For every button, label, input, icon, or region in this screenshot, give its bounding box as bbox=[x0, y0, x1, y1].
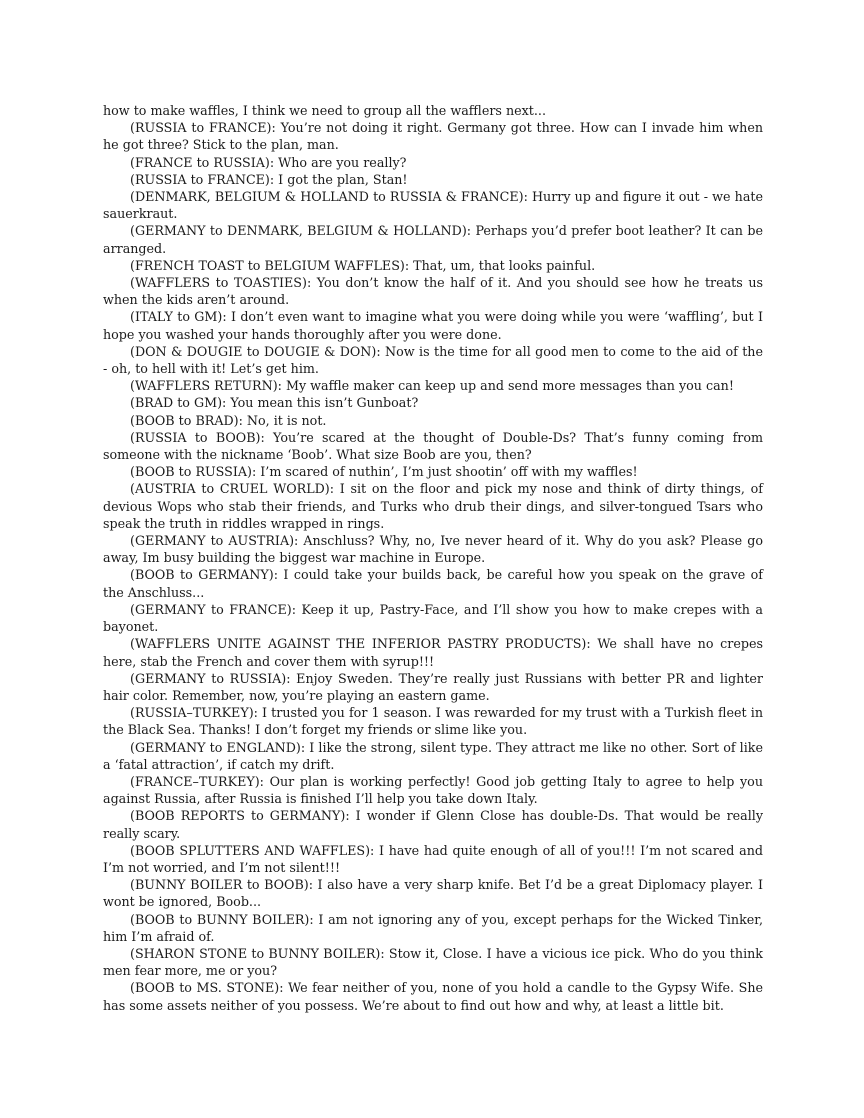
paragraph: (BOOB REPORTS to GERMANY): I wonder if Glenn Close has double-Ds. That would be really really scary. bbox=[103, 808, 763, 841]
paragraph: (FRENCH TOAST to BELGIUM WAFFLES): That, um, that looks painful. bbox=[130, 257, 596, 273]
paragraph: (GERMANY to FRANCE): Keep it up, Pastry-Face, and I’ll show you how to make crepes with a bayonet. bbox=[103, 601, 763, 635]
paragraph: (BOOB to RUSSIA): I’m scared of nuthin’, I’m just shootin’ off with my waffles! bbox=[130, 464, 638, 480]
paragraph: (GERMANY to RUSSIA): Enjoy Sweden. They’re really just Russians with better PR and lighter hair color. Remember, now, you’re playing an eastern game. bbox=[103, 670, 763, 703]
paragraph: (BOOB to BUNNY BOILER): I am not ignoring any of you, except perhaps for the Wicked Tinker, him I’m afraid of. bbox=[103, 911, 763, 944]
paragraph: (FRANCE to RUSSIA): Who are you really? bbox=[130, 154, 407, 170]
paragraph: (AUSTRIA to CRUEL WORLD): I sit on the floor and pick my nose and think of dirty things, of devious Wops who stab their friends, and Turks who drub their dings, and silver-tongued Tsars who speak the truth in riddles wrapped in rings. bbox=[103, 481, 763, 531]
paragraph: (WAFFLERS to TOASTIES): You don’t know the half of it. And you should see how he treats us when the kids aren’t around. bbox=[103, 275, 763, 308]
paragraph: (BOOB to GERMANY): I could take your builds back, be careful how you speak on the grave of the Anschluss... bbox=[103, 567, 763, 600]
paragraph: (BRAD to GM): You mean this isn’t Gunboat? bbox=[130, 395, 419, 411]
document-body bbox=[103, 102, 763, 1014]
paragraph: (BUNNY BOILER to BOOB): I also have a very sharp knife. Bet I’d be a great Diplomacy player. I wont be ignored, Boob... bbox=[103, 877, 763, 910]
paragraph: how to make waffles, I think we need to group all the wafflers next... bbox=[103, 103, 546, 118]
paragraph: (RUSSIA to BOOB): You’re scared at the thought of Double-Ds? That’s funny coming from someone with the nickname ‘Boob’. What size Boob are you, then? bbox=[103, 429, 763, 463]
paragraph: (GERMANY to DENMARK, BELGIUM & HOLLAND): Perhaps you’d prefer boot leather? It can be arranged. bbox=[103, 223, 763, 256]
paragraph: (RUSSIA to FRANCE): I got the plan, Stan! bbox=[130, 171, 408, 187]
paragraph: (DON & DOUGIE to DOUGIE & DON): Now is the time for all good men to come to the aid of the - oh, to hell with it! Let’s get him. bbox=[103, 343, 763, 377]
paragraph: (SHARON STONE to BUNNY BOILER): Stow it, Close. I have a vicious ice pick. Who do you think men fear more, me or you? bbox=[103, 945, 763, 979]
paragraph: (BOOB to MS. STONE): We fear neither of you, none of you hold a candle to the Gypsy Wife. She has some assets neither of you possess. We’re about to find out how and why, at least a little bit. bbox=[103, 980, 763, 1013]
paragraph: (GERMANY to ENGLAND): I like the strong, silent type. They attract me like no other. Sort of like a ‘fatal attraction’, if catch my drift. bbox=[103, 739, 763, 772]
paragraph: (BOOB to BRAD): No, it is not. bbox=[130, 412, 327, 428]
paragraph: (RUSSIA–TURKEY): I trusted you for 1 season. I was rewarded for my trust with a Turkish fleet in the Black Sea. Thanks! I don’t forget my friends or slime like you. bbox=[103, 705, 763, 738]
paragraph: (FRANCE–TURKEY): Our plan is working perfectly! Good job getting Italy to agree to help you against Russia, after Russia is finished I’ll help you take down Italy. bbox=[103, 773, 763, 807]
paragraph: (ITALY to GM): I don’t even want to imagine what you were doing while you were ‘waffling’, but I hope you washed your hands thoroughly after you were done. bbox=[103, 309, 763, 342]
paragraph: (WAFFLERS RETURN): My waffle maker can keep up and send more messages than you can! bbox=[130, 378, 734, 394]
paragraph: (RUSSIA to FRANCE): You’re not doing it right. Germany got three. How can I invade him when he got three? Stick to the plan, man. bbox=[103, 120, 763, 153]
paragraph: (BOOB SPLUTTERS AND WAFFLES): I have had quite enough of all of you!!! I’m not scared and I’m not worried, and I’m not silent!!! bbox=[103, 842, 763, 875]
paragraph: (GERMANY to AUSTRIA): Anschluss? Why, no, Ive never heard of it. Why do you ask? Please go away, Im busy building the biggest war machine in Europe. bbox=[103, 533, 763, 566]
paragraph: (WAFFLERS UNITE AGAINST THE INFERIOR PASTRY PRODUCTS): We shall have no crepes here, stab the French and cover them with syrup!!! bbox=[103, 636, 763, 669]
paragraph: (DENMARK, BELGIUM & HOLLAND to RUSSIA & FRANCE): Hurry up and figure it out - we hate sauerkraut. bbox=[103, 189, 763, 222]
